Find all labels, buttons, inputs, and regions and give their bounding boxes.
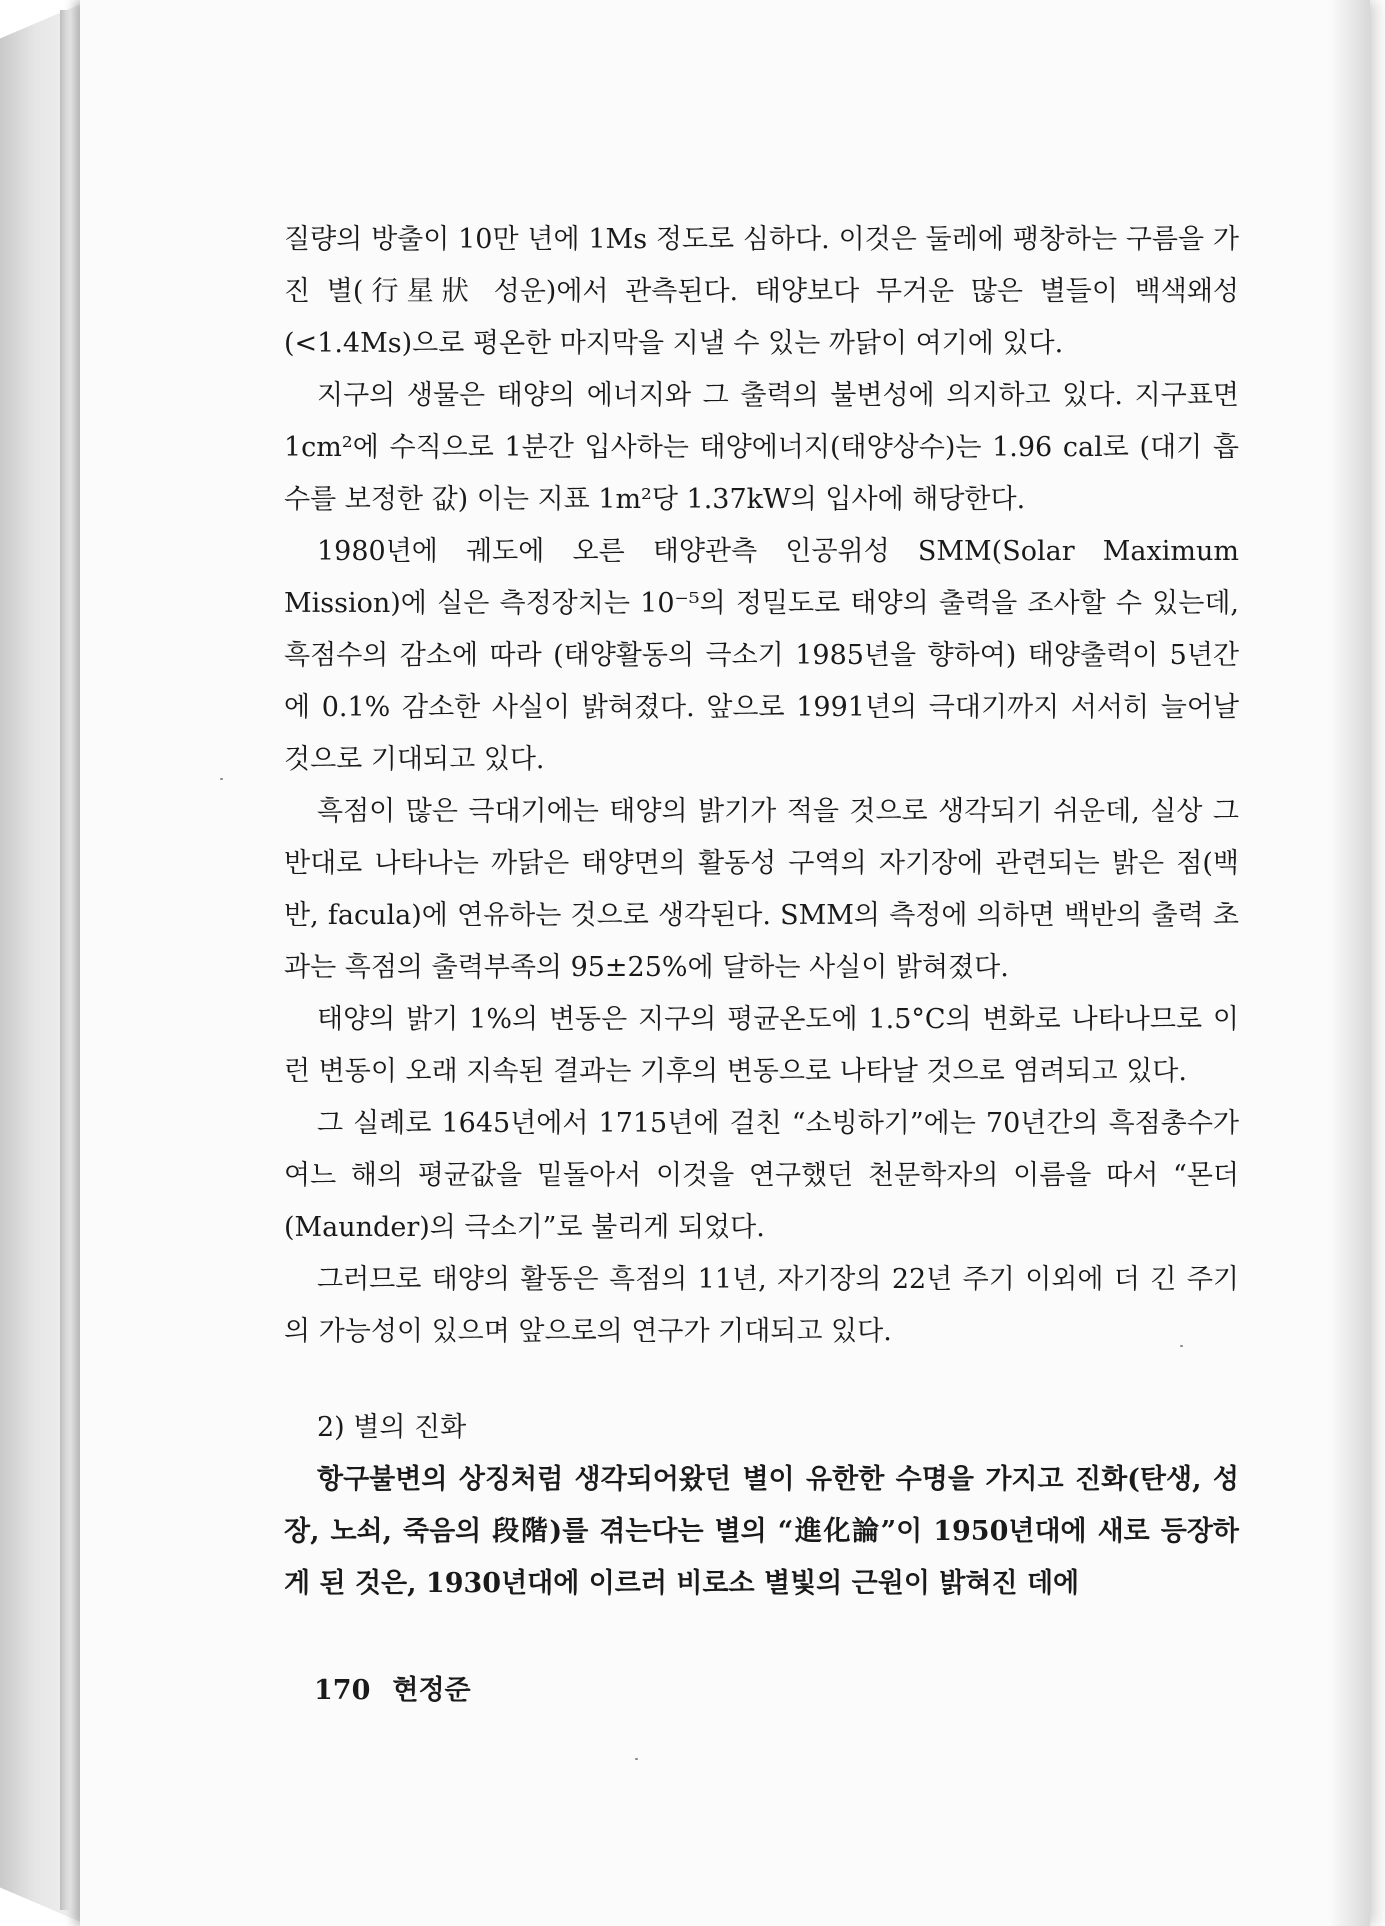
scan-speck [1180, 1345, 1183, 1347]
paragraph-3: 1980년에 궤도에 오른 태양관측 인공위성 SMM(Solar Maximum Mission)에 실은 측정장치는 10⁻⁵의 정밀도로 태양의 출력을 조사할 수 있는데, 흑점수의 감소에 따라 (태양활동의 극소기 1985년을 향하여) 태양출력이 5년간에 0.1% 감소한 사실이 밝혀졌다. 앞으로 1991년의 극대기까지 서서히 늘어날 것으로 기대되고 있다. [284, 536, 1239, 775]
paragraph-6: 그 실례로 1645년에서 1715년에 걸친 “소빙하기”에는 70년간의 흑점총수가 여느 해의 평균값을 밑돌아서 이것을 연구했던 천문학자의 이름을 따서 “몬더(Maunder)의 극소기”로 불리게 되었다. [284, 1108, 1239, 1243]
paragraph-2: 지구의 생물은 태양의 에너지와 그 출력의 불변성에 의지하고 있다. 지구표면 1cm²에 수직으로 1분간 입사하는 태양에너지(태양상수)는 1.96 cal로 (대기 흡수를 보정한 값) 이는 지표 1m²당 1.37kW의 입사에 해당한다. [284, 380, 1239, 515]
body-text [284, 214, 1239, 1610]
section-heading: 2) 별의 진화 [317, 1412, 467, 1443]
scan-speck [220, 778, 223, 780]
paragraph-5: 태양의 밝기 1%의 변동은 지구의 평균온도에 1.5°C의 변화로 나타나므로 이런 변동이 오래 지속된 결과는 기후의 변동으로 나타날 것으로 염려되고 있다. [284, 1004, 1239, 1087]
paragraph-1: 질량의 방출이 10만 년에 1Ms 정도로 심하다. 이것은 둘레에 팽창하는 구름을 가진 별(行星狀 성운)에서 관측된다. 태양보다 무거운 많은 별들이 백색왜성(<1.4Ms)으로 평온한 마지막을 지낼 수 있는 까닭이 여기에 있다. [284, 224, 1239, 359]
page-edge-shadow [60, 10, 70, 1910]
author-name: 현정준 [392, 1675, 471, 1706]
section-paragraph: 항구불변의 상징처럼 생각되어왔던 별이 유한한 수명을 가지고 진화(탄생, 성장, 노쇠, 죽음의 段階)를 겪는다는 별의 “進化論”이 1950년대에 새로 등장하게 된 것은, 1930년대에 이르러 비로소 별빛의 근원이 밝혀진 데에 [284, 1464, 1239, 1599]
page-right-shadow [1330, 0, 1370, 1926]
scan-speck [635, 1758, 638, 1760]
book-spine-edge [0, 0, 90, 1926]
paragraph-4: 흑점이 많은 극대기에는 태양의 밝기가 적을 것으로 생각되기 쉬운데, 실상 그 반대로 나타나는 까닭은 태양면의 활동성 구역의 자기장에 관련되는 밝은 점(백반, facula)에 연유하는 것으로 생각된다. SMM의 측정에 의하면 백반의 출력 초과는 흑점의 출력부족의 95±25%에 달하는 사실이 밝혀졌다. [284, 796, 1239, 983]
paragraph-7: 그러므로 태양의 활동은 흑점의 11년, 자기장의 22년 주기 이외에 더 긴 주기의 가능성이 있으며 앞으로의 연구가 기대되고 있다. [284, 1264, 1239, 1347]
page-number: 170 [314, 1675, 371, 1706]
page-footer [314, 1668, 493, 1707]
